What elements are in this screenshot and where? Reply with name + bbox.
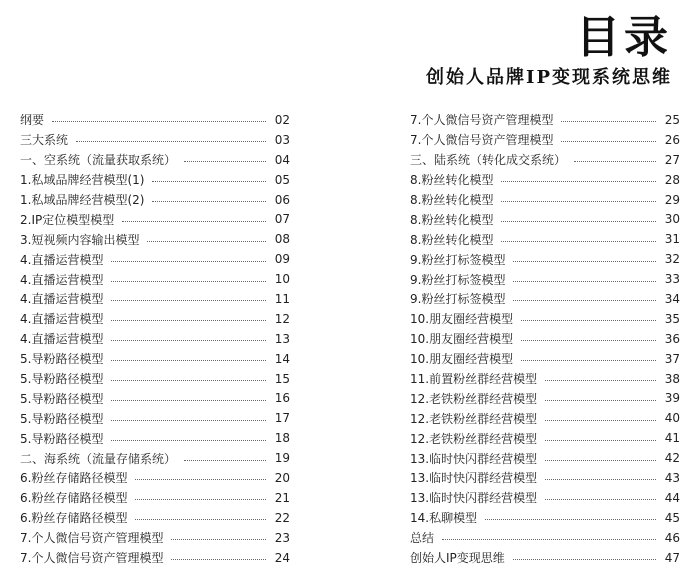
toc-entry-page: 25 [664, 112, 680, 127]
toc-entry-label: 6.粉丝存储路径模型 [20, 491, 128, 506]
toc-entry-page: 11 [274, 291, 290, 306]
toc-entry[interactable] [410, 329, 680, 349]
toc-entry-label: 6.粉丝存储路径模型 [20, 511, 128, 526]
toc-entry[interactable] [20, 369, 290, 389]
toc-entry-page: 02 [274, 112, 290, 127]
dot-leader [184, 460, 266, 461]
toc-entry-label: 2.IP定位模型模型 [20, 212, 115, 227]
dot-leader [521, 340, 656, 341]
toc-entry[interactable] [20, 468, 290, 488]
toc-entry[interactable] [20, 130, 290, 150]
toc-entry-page: 26 [664, 132, 680, 147]
toc-entry-page: 30 [664, 212, 680, 227]
dot-leader [545, 479, 656, 480]
toc-entry-page: 19 [274, 451, 290, 466]
dot-leader [561, 141, 656, 142]
dot-leader [545, 400, 656, 401]
dot-leader [501, 241, 656, 242]
toc-entry[interactable] [410, 209, 680, 229]
toc-entry[interactable] [410, 289, 680, 309]
toc-entry-page: 24 [274, 550, 290, 565]
toc-entry[interactable] [20, 488, 290, 508]
toc-entry-label: 13.临时快闪群经营模型 [410, 471, 538, 486]
toc-entry-label: 9.粉丝打标签模型 [410, 272, 506, 287]
dot-leader [521, 360, 656, 361]
toc-entry-page: 10 [274, 272, 290, 287]
dot-leader [111, 440, 266, 441]
page-subtitle: 创始人品牌IP变现系统思维 [426, 67, 672, 88]
toc-entry[interactable] [20, 150, 290, 170]
toc-entry-label: 14.私聊模型 [410, 511, 478, 526]
toc-entry[interactable] [20, 229, 290, 249]
toc-entry-label: 11.前置粉丝群经营模型 [410, 372, 538, 387]
toc-entry-label: 5.导粉路径模型 [20, 391, 104, 406]
toc-entry[interactable] [410, 528, 680, 548]
toc-entry[interactable] [20, 329, 290, 349]
toc-entry-label: 9.粉丝打标签模型 [410, 252, 506, 267]
toc-entry[interactable] [20, 428, 290, 448]
toc-entry-label: 8.粉丝转化模型 [410, 173, 494, 188]
dot-leader [501, 201, 656, 202]
toc-entry[interactable] [410, 448, 680, 468]
dot-leader [111, 400, 266, 401]
dot-leader [147, 241, 266, 242]
toc-entry-label: 1.私域品牌经营模型(2) [20, 193, 145, 207]
toc-entry-page: 23 [274, 530, 290, 545]
toc-entry[interactable] [20, 408, 290, 428]
toc-entry-page: 32 [664, 252, 680, 267]
toc-entry-page: 18 [274, 431, 290, 446]
toc-entry[interactable] [20, 508, 290, 528]
toc-entry[interactable] [20, 349, 290, 369]
toc-entry-page: 37 [664, 351, 680, 366]
dot-leader [545, 499, 656, 500]
toc-entry-label: 7.个人微信号资产管理模型 [410, 133, 554, 148]
toc-entry-page: 16 [274, 391, 290, 406]
dot-leader [135, 519, 266, 520]
toc-entry-page: 15 [274, 371, 290, 386]
toc-entry-label: 4.直播运营模型 [20, 312, 104, 327]
toc-entry-page: 41 [664, 431, 680, 446]
dot-leader [111, 420, 266, 421]
toc-entry-page: 09 [274, 252, 290, 267]
toc-entry-label: 10.朋友圈经营模型 [410, 352, 514, 367]
toc-entry-label: 创始人IP变现思维 [410, 551, 505, 566]
dot-leader [545, 460, 656, 461]
toc-entry-label: 7.个人微信号资产管理模型 [20, 531, 164, 546]
toc-entry-label: 4.直播运营模型 [20, 292, 104, 307]
toc-entry-page: 13 [274, 331, 290, 346]
toc-entry-label: 12.老铁粉丝群经营模型 [410, 431, 538, 446]
toc-column-right [410, 110, 680, 567]
toc-entry-label: 4.直播运营模型 [20, 252, 104, 267]
dot-leader [513, 559, 656, 560]
toc-entry[interactable] [410, 190, 680, 210]
toc-entry-page: 45 [664, 510, 680, 525]
dot-leader [513, 300, 656, 301]
toc-entry-label: 7.个人微信号资产管理模型 [20, 551, 164, 566]
dot-leader [513, 281, 656, 282]
toc-entry-label: 三大系统 [20, 133, 69, 148]
toc-entry-label: 二、海系统（流量存储系统） [20, 451, 177, 466]
toc-entry[interactable] [410, 309, 680, 329]
toc-entry-page: 33 [664, 272, 680, 287]
toc-entry-page: 03 [274, 132, 290, 147]
dot-leader [135, 479, 266, 480]
toc-entry[interactable] [410, 269, 680, 289]
toc-entry[interactable] [20, 269, 290, 289]
toc-entry-page: 29 [664, 192, 680, 207]
toc-entry[interactable] [20, 528, 290, 548]
toc-entry-page: 44 [664, 490, 680, 505]
toc-entry-label: 4.直播运营模型 [20, 272, 104, 287]
toc-entry-label: 一、空系统（流量获取系统） [20, 153, 177, 168]
dot-leader [501, 181, 656, 182]
toc-entry-page: 40 [664, 411, 680, 426]
dot-leader [442, 539, 656, 540]
toc-entry[interactable] [410, 349, 680, 369]
toc-entry-page: 07 [274, 212, 290, 227]
toc-entry-page: 31 [664, 232, 680, 247]
dot-leader [501, 221, 656, 222]
toc-entry-label: 5.导粉路径模型 [20, 411, 104, 426]
toc-entry-page: 43 [664, 470, 680, 485]
toc-entry-label: 12.老铁粉丝群经营模型 [410, 411, 538, 426]
toc-entry[interactable] [410, 428, 680, 448]
dot-leader [111, 360, 266, 361]
toc-entry-label: 5.导粉路径模型 [20, 372, 104, 387]
toc-entry-label: 三、陆系统（转化成交系统） [410, 153, 567, 168]
toc-entry-label: 12.老铁粉丝群经营模型 [410, 391, 538, 406]
toc-entry[interactable] [410, 468, 680, 488]
toc-entry[interactable] [410, 369, 680, 389]
toc-entry[interactable] [20, 548, 290, 568]
toc-entry-page: 46 [664, 530, 680, 545]
toc-entry-label: 13.临时快闪群经营模型 [410, 451, 538, 466]
toc-column-left [20, 110, 290, 567]
toc-entry-label: 6.粉丝存储路径模型 [20, 471, 128, 486]
toc-entry-page: 36 [664, 331, 680, 346]
toc-entry-label: 总结 [410, 531, 435, 546]
dot-leader [545, 440, 656, 441]
toc-entry-label: 4.直播运营模型 [20, 332, 104, 347]
dot-leader [152, 201, 266, 202]
dot-leader [184, 161, 266, 162]
toc-entry[interactable] [410, 110, 680, 130]
dot-leader [574, 161, 656, 162]
toc-entry[interactable] [20, 209, 290, 229]
dot-leader [521, 320, 656, 321]
toc-entry-page: 20 [274, 470, 290, 485]
toc-entry-page: 21 [274, 490, 290, 505]
toc-entry-page: 14 [274, 351, 290, 366]
toc-entry[interactable] [20, 249, 290, 269]
toc-entry-page: 34 [664, 291, 680, 306]
toc-entry[interactable] [410, 388, 680, 408]
dot-leader [545, 380, 656, 381]
toc-entry-label: 13.临时快闪群经营模型 [410, 491, 538, 506]
toc-entry[interactable] [410, 408, 680, 428]
toc-entry-page: 05 [274, 172, 290, 187]
dot-leader [111, 261, 266, 262]
toc-entry[interactable] [410, 150, 680, 170]
dot-leader [171, 539, 266, 540]
toc-entry-page: 12 [274, 311, 290, 326]
toc-entry-page: 08 [274, 232, 290, 247]
toc-entry-page: 17 [274, 411, 290, 426]
dot-leader [122, 221, 266, 222]
toc-entry-label: 1.私域品牌经营模型(1) [20, 173, 145, 188]
toc-entry-label: 8.粉丝转化模型 [410, 212, 494, 227]
toc-entry[interactable] [410, 488, 680, 508]
toc-entry[interactable] [20, 309, 290, 329]
toc-entry[interactable] [20, 289, 290, 309]
dot-leader [76, 141, 266, 142]
toc-entry[interactable] [20, 170, 290, 190]
toc-entry-page: 04 [274, 152, 290, 167]
toc-entry-label: 10.朋友圈经营模型 [410, 332, 514, 347]
toc-entry-page: 35 [664, 311, 680, 326]
toc-entry-label: 5.导粉路径模型 [20, 352, 104, 367]
toc-entry-page: 27 [664, 152, 680, 167]
dot-leader [135, 499, 266, 500]
dot-leader [545, 420, 656, 421]
toc-entry-label: 7.个人微信号资产管理模型 [410, 113, 554, 128]
toc-entry-label: 3.短视频内容输出模型 [20, 232, 140, 247]
toc-entry-label: 8.粉丝转化模型 [410, 193, 494, 207]
toc-entry-page: 38 [664, 371, 680, 386]
dot-leader [152, 181, 266, 182]
dot-leader [52, 121, 266, 122]
dot-leader [111, 320, 266, 321]
toc-entry[interactable] [20, 110, 290, 130]
toc-entry-page: 39 [664, 391, 680, 406]
toc-entry[interactable] [20, 388, 290, 408]
page-title: 目录 [576, 12, 672, 63]
toc-entry-page: 22 [274, 510, 290, 525]
toc-entry[interactable] [410, 229, 680, 249]
dot-leader [561, 121, 656, 122]
dot-leader [171, 559, 266, 560]
toc-entry-label: 5.导粉路径模型 [20, 431, 104, 446]
toc-entry[interactable] [410, 249, 680, 269]
toc-entry[interactable] [20, 190, 290, 210]
dot-leader [111, 340, 266, 341]
toc-entry[interactable] [410, 130, 680, 150]
toc-entry-page: 28 [664, 172, 680, 187]
toc-entry-label: 纲要 [20, 113, 45, 128]
toc-entry[interactable] [410, 170, 680, 190]
dot-leader [111, 380, 266, 381]
toc-entry-label: 9.粉丝打标签模型 [410, 292, 506, 307]
toc-entry-label: 10.朋友圈经营模型 [410, 312, 514, 327]
toc-entry-label: 8.粉丝转化模型 [410, 232, 494, 247]
toc-entry[interactable] [20, 448, 290, 468]
dot-leader [513, 261, 656, 262]
toc-entry-page: 06 [274, 192, 290, 207]
dot-leader [111, 300, 266, 301]
toc-entry-page: 47 [664, 550, 680, 565]
dot-leader [485, 519, 656, 520]
toc-entry-page: 42 [664, 451, 680, 466]
toc-entry[interactable] [410, 508, 680, 528]
toc-entry[interactable] [410, 548, 680, 568]
dot-leader [111, 281, 266, 282]
